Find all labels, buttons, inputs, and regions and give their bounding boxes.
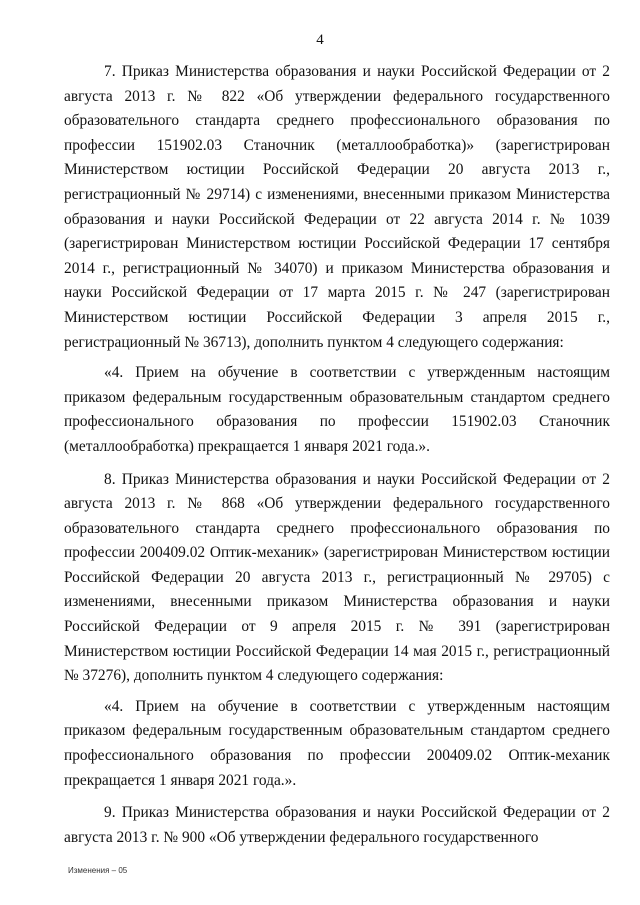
paragraph-item-9: 9. Приказ Министерства образования и науки Российской Федерации от 2 августа 2013 г. № 900 «Об утверждении федерального государственного [64, 804, 610, 846]
document-body [64, 60, 610, 856]
quoted-clause-item-7: «4. Прием на обучение в соответствии с утвержденным настоящим приказом федеральным государственным образовательным стандартом среднего профессионального образования по профессии 151902.03 Станочник (металлообработка) прекращается 1 января 2021 года.». [64, 364, 610, 455]
paragraph-item-8: 8. Приказ Министерства образования и науки Российской Федерации от 2 августа 2013 г. № 868 «Об утверждении федерального государственного образовательного стандарта среднего профессионального образования по профессии 200409.02 Оптик-механик» (зарегистрирован Министерством юстиции Российской Федерации 20 августа 2013 г., регистрационный № 29705) с изменениями, внесенными приказом Министерства образования и науки Российской Федерации от 9 апреля 2015 г. № 391 (зарегистрирован Министерством юстиции Российской Федерации 14 мая 2015 г., регистрационный № 37276), дополнить пунктом 4 следующего содержания: [64, 470, 610, 685]
paragraph-item-7: 7. Приказ Министерства образования и науки Российской Федерации от 2 августа 2013 г. № 822 «Об утверждении федерального государственного образовательного стандарта среднего профессионального образования по профессии 151902.03 Станочник (металлообработка)» (зарегистрирован Министерством юстиции Российской Федерации 20 августа 2013 г., регистрационный № 29714) с изменениями, внесенными приказом Министерства образования и науки Российской Федерации от 22 августа 2014 г. № 1039 (зарегистрирован Министерством юстиции Российской Федерации 17 сентября 2014 г., регистрационный № 34070) и приказом Министерства образования и науки Российской Федерации от 17 марта 2015 г. № 247 (зарегистрирован Министерством юстиции Российской Федерации 3 апреля 2015 г., регистрационный № 36713), дополнить пунктом 4 следующего содержания: [64, 63, 610, 351]
page-number: 4 [316, 32, 324, 48]
quoted-clause-item-8: «4. Прием на обучение в соответствии с утвержденным настоящим приказом федеральным государственным образовательным стандартом среднего профессионального образования по профессии 200409.02 Оптик-механик прекращается 1 января 2021 года.». [64, 697, 610, 789]
footer-note: Изменения – 05 [68, 866, 128, 875]
